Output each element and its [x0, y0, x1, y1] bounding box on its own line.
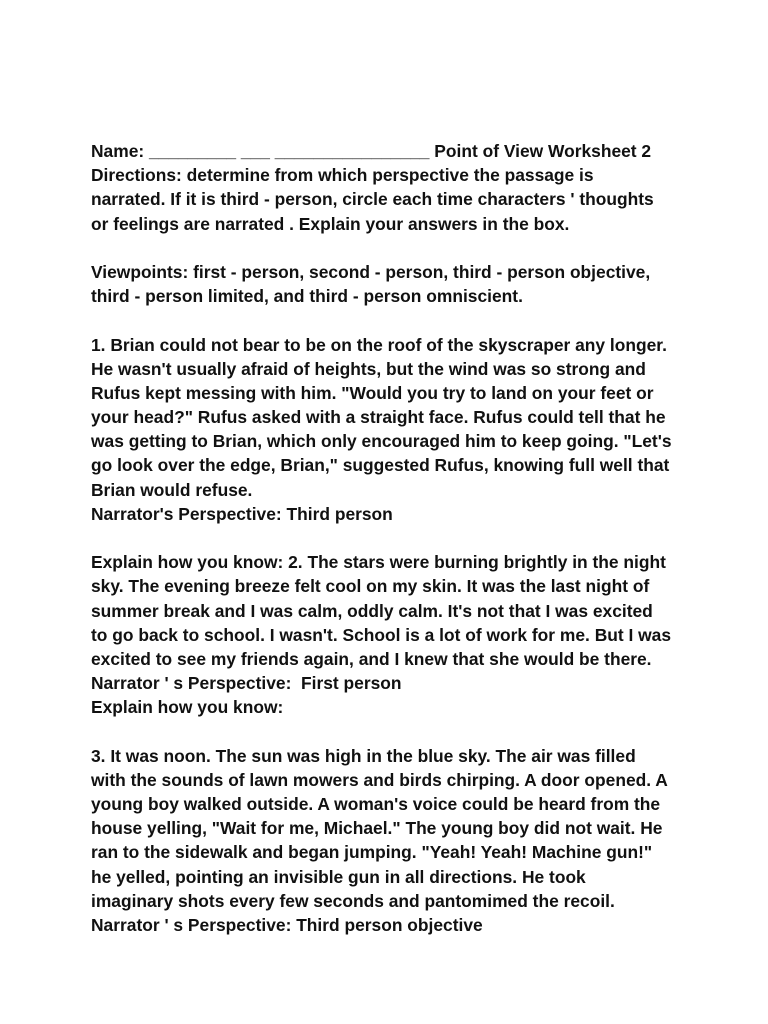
explain-prompt: Explain how you know:: [91, 697, 284, 718]
passage-line: to go back to school. I wasn't. School is a lot of work for me. But I was: [91, 624, 672, 645]
paragraph-gap: [91, 236, 731, 260]
passage-line: was getting to Brian, which only encouraged him to keep going. "Let's: [91, 431, 672, 452]
passage-line: 3. It was noon. The sun was high in the blue sky. The air was filled: [91, 745, 636, 766]
narrator-perspective: Narrator ' s Perspective: First person: [91, 673, 402, 694]
narrator-perspective: Narrator ' s Perspective: Third person objective: [91, 915, 483, 935]
viewpoints-line: Viewpoints: first - person, second - person, third - person objective,: [91, 261, 651, 282]
passage-line: Brian would refuse.: [91, 479, 253, 500]
directions-line: or feelings are narrated . Explain your answers in the box.: [91, 213, 570, 234]
paragraph-gap: [91, 526, 731, 550]
passage-3: [91, 744, 731, 938]
viewpoints-line: third - person limited, and third - person omniscient.: [91, 286, 523, 307]
passage-line: excited to see my friends again, and I knew that she would be there.: [91, 648, 652, 669]
passage-line: ran to the sidewalk and began jumping. "Yeah! Yeah! Machine gun!": [91, 842, 653, 863]
passage-line: Explain how you know: 2. The stars were burning brightly in the night: [91, 552, 666, 573]
passage-line: 1. Brian could not bear to be on the roof of the skyscraper any longer.: [91, 334, 667, 355]
narrator-perspective: Narrator's Perspective: Third person: [91, 503, 393, 524]
passage-line: go look over the edge, Brian," suggested Rufus, knowing full well that: [91, 455, 670, 476]
passage-line: he yelled, pointing an invisible gun in all directions. He took: [91, 866, 586, 887]
directions-line: narrated. If it is third - person, circle each time characters ' thoughts: [91, 189, 654, 210]
passage-1: [91, 333, 731, 527]
passage-line: imaginary shots every few seconds and pantomimed the recoil.: [91, 890, 615, 911]
passage-line: sky. The evening breeze felt cool on my skin. It was the last night of: [91, 576, 650, 597]
passage-line: summer break and I was calm, oddly calm. It's not that I was excited: [91, 600, 653, 621]
passage-2: [91, 550, 731, 719]
passage-line: house yelling, "Wait for me, Michael." The young boy did not wait. He: [91, 818, 663, 839]
passage-line: young boy walked outside. A woman's voice could be heard from the: [91, 794, 661, 815]
passage-line: your head?" Rufus asked with a straight face. Rufus could tell that he: [91, 407, 666, 428]
worksheet-text: [91, 139, 731, 937]
directions-line: Directions: determine from which perspective the passage is: [91, 165, 594, 186]
directions: [91, 163, 731, 236]
passage-line: with the sounds of lawn mowers and birds chirping. A door opened. A: [91, 769, 668, 790]
paragraph-gap: [91, 308, 731, 332]
name-title-line: Name: _________ ___ ________________ Point of View Worksheet 2: [91, 141, 652, 161]
passage-line: Rufus kept messing with him. "Would you try to land on your feet or: [91, 382, 654, 403]
viewpoints: [91, 260, 731, 308]
paragraph-gap: [91, 720, 731, 744]
passage-line: He wasn't usually afraid of heights, but the wind was so strong and: [91, 358, 646, 379]
